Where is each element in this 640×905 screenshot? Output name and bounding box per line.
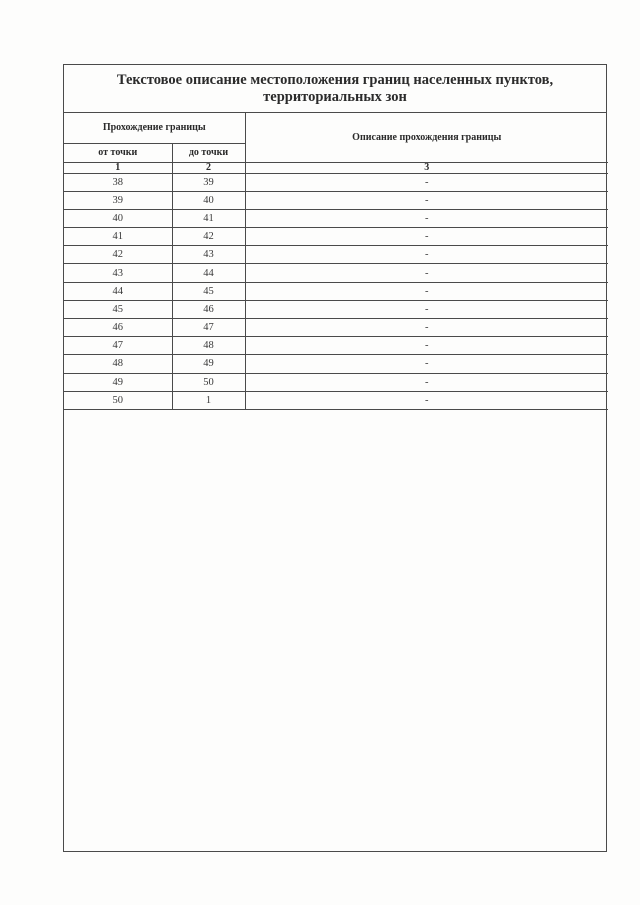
cell-from-point: 39 — [64, 191, 172, 209]
cell-from-point: 47 — [64, 337, 172, 355]
cell-to-point: 49 — [172, 355, 245, 373]
cell-to-point: 47 — [172, 319, 245, 337]
table-row — [64, 191, 608, 209]
header-from-point: от точки — [64, 143, 172, 162]
cell-from-point: 42 — [64, 246, 172, 264]
table-row — [64, 337, 608, 355]
cell-to-point: 41 — [172, 209, 245, 227]
cell-description: - — [245, 373, 608, 391]
column-number-3: 3 — [245, 162, 608, 173]
cell-from-point: 49 — [64, 373, 172, 391]
cell-description: - — [245, 191, 608, 209]
header-boundary-passage: Прохождение границы — [64, 113, 245, 143]
table-row — [64, 373, 608, 391]
cell-description: - — [245, 355, 608, 373]
cell-to-point: 42 — [172, 228, 245, 246]
table-row — [64, 264, 608, 282]
header-boundary-description: Описание прохождения границы — [245, 113, 608, 162]
cell-to-point: 43 — [172, 246, 245, 264]
cell-description: - — [245, 173, 608, 191]
column-number-2: 2 — [172, 162, 245, 173]
cell-description: - — [245, 337, 608, 355]
title-line-1: Текстовое описание местоположения границ населенных пунктов, — [116, 71, 554, 88]
table-row — [64, 246, 608, 264]
table-row — [64, 282, 608, 300]
cell-description: - — [245, 264, 608, 282]
table-header — [64, 113, 608, 173]
table-row — [64, 300, 608, 318]
cell-to-point: 44 — [172, 264, 245, 282]
cell-description: - — [245, 300, 608, 318]
document-frame — [63, 64, 607, 852]
table-row — [64, 355, 608, 373]
cell-from-point: 38 — [64, 173, 172, 191]
document-title — [64, 65, 606, 113]
cell-to-point: 46 — [172, 300, 245, 318]
cell-description: - — [245, 209, 608, 227]
boundary-table — [64, 113, 608, 410]
cell-from-point: 48 — [64, 355, 172, 373]
cell-from-point: 45 — [64, 300, 172, 318]
cell-description: - — [245, 319, 608, 337]
table-row — [64, 319, 608, 337]
cell-to-point: 40 — [172, 191, 245, 209]
table-row — [64, 391, 608, 409]
table-row — [64, 209, 608, 227]
cell-to-point: 39 — [172, 173, 245, 191]
cell-description: - — [245, 228, 608, 246]
cell-description: - — [245, 282, 608, 300]
table-body — [64, 173, 608, 409]
title-line-2: территориальных зон — [263, 88, 407, 105]
cell-from-point: 46 — [64, 319, 172, 337]
cell-from-point: 50 — [64, 391, 172, 409]
cell-from-point: 41 — [64, 228, 172, 246]
cell-to-point: 48 — [172, 337, 245, 355]
cell-to-point: 50 — [172, 373, 245, 391]
cell-description: - — [245, 246, 608, 264]
table-row — [64, 228, 608, 246]
cell-to-point: 45 — [172, 282, 245, 300]
header-to-point: до точки — [172, 143, 245, 162]
cell-to-point: 1 — [172, 391, 245, 409]
cell-from-point: 40 — [64, 209, 172, 227]
column-number-1: 1 — [64, 162, 172, 173]
cell-from-point: 44 — [64, 282, 172, 300]
table-row — [64, 173, 608, 191]
cell-description: - — [245, 391, 608, 409]
cell-from-point: 43 — [64, 264, 172, 282]
